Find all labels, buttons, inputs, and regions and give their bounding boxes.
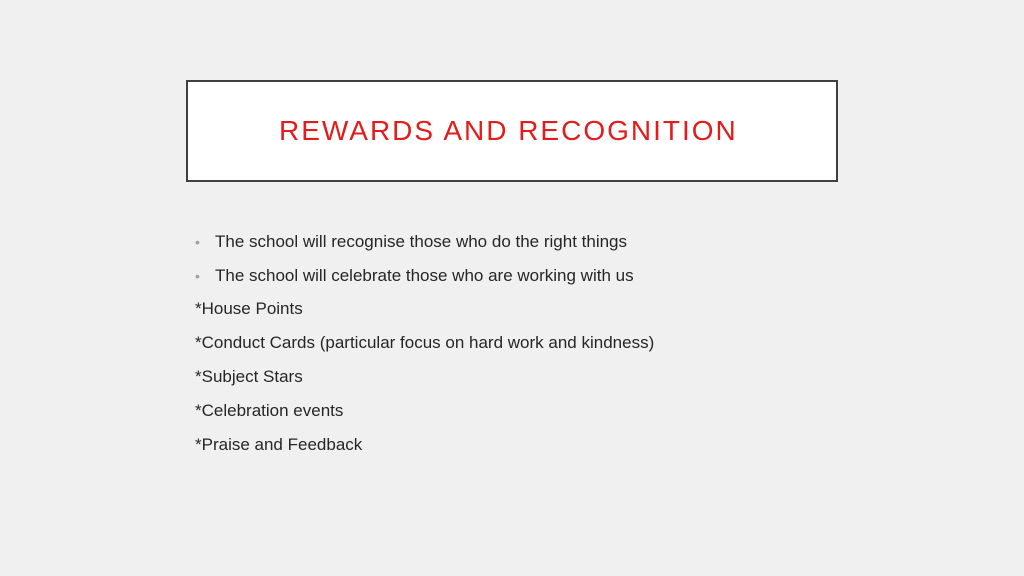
bullet-text: The school will celebrate those who are working with us [215,265,634,285]
reward-item-praise-feedback: *Praise and Feedback [195,434,363,454]
slide-title: REWARDS AND RECOGNITION [279,115,738,146]
bullet-item [195,259,835,293]
reward-item-house-points: *House Points [195,299,303,319]
title-box [186,80,838,182]
bullet-icon: • [195,267,200,284]
slide-body [195,225,835,462]
reward-item-conduct-cards: *Conduct Cards (particular focus on hard work and kindness) [195,333,655,353]
reward-item-celebration-events: *Celebration events [195,400,344,420]
bullet-icon: • [195,233,200,250]
bullet-item [195,225,835,259]
bullet-text: The school will recognise those who do the right things [215,231,628,251]
reward-item-subject-stars: *Subject Stars [195,367,303,387]
